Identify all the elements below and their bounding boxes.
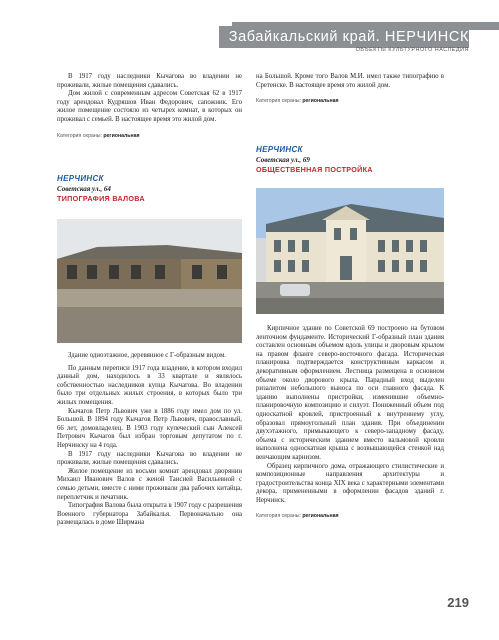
category-label: Категория охраны: <box>256 98 301 105</box>
page-header-subtitle: ОБЪЕКТЫ КУЛЬТУРНОГО НАСЛЕДИЯ <box>355 47 469 53</box>
paragraph: Жилое помещение из восьми комнат арендовал дворянин Михаил Иванович Валов с женой Таисией Васильевной с семью детьми, вместе с ними проживали два рабочих китайца, переплетчик и печатник. <box>57 467 242 501</box>
wooden-house-photo <box>57 219 242 343</box>
paragraph: Кычагов Петр Львович уже в 1886 году имел дом по ул. Большой. В 1894 году Кычагов Петр Львович, православный, 66 лет, домовладелец. В 1903 году купеческий сын Алексей Петрович Кычагов был избран торговым депутатом по г. Нерчинску на 4 года. <box>57 407 242 449</box>
category-label: Категория охраны: <box>256 513 301 520</box>
object-title: ТИПОГРАФИЯ ВАЛОВА <box>57 194 145 204</box>
paragraph: В 1917 году наследники Кычагова во владении не проживали, жилые помещения сдавались. <box>57 450 242 467</box>
object-69-heading <box>256 146 444 175</box>
protection-category <box>256 97 444 106</box>
brick-building-photo <box>256 188 444 314</box>
paragraph: Типография Валова была открыта в 1907 году с разрешения Военного губернатора Забайкалья. Первоначально она размещалась в доме Ширмана <box>57 502 242 527</box>
paragraph: Здание одноэтажное, деревянное с Г-образным видом. <box>68 352 226 359</box>
category-value: региональная <box>302 98 339 105</box>
paragraph: Кирпичное здание по Советской 69 построено на бутовом ленточном фундаменте. Исторический Г-образный план здания составлен основным объемом вдоль улицы и дворовым крылом на правом фланге северо-восточного фасада. Историческая планировка подтверждается конструктивным каркасом и декоративным оформлением. Лестница размещена в основном объеме около дворового крыла. Парадный вход выделен ризалитом небольшого выноса по оси главного фасада. К зданию выполнены пристройки, изменившие объемно-планировочную композицию и силуэт. Пониженный объем под односкатной кровлей, пристроенный к внутреннему углу, образовал прямоугольный план здания. При объединении двухэтажного, примыкающего к северо-западному фасаду, объема с историческим зданием вместо вальмовой кровли выполнена односкатная крыша с возвышающейся стенкой над венчающим карнизом. <box>256 325 444 461</box>
paragraph: Дом жилой с современным адресом Советская 62 в 1917 году арендовал Кудряшов Иван Федорович, сапожник. Его жилое помещение состояло из четырех комнат, в которых он проживал с семьей. В настоящее время это жилой дом. <box>57 90 242 123</box>
object-city: НЕРЧИНСК <box>57 174 104 183</box>
right-top-text <box>256 73 444 106</box>
left-bottom-text <box>57 352 242 528</box>
paragraph: Образец кирпичного дома, отражающего стилистические и композиционные направления архитектуры и градостроительства конца XIX века с характерными элементами декора, примененными в оформлении фасадов зданий г. Нерчинск. <box>256 462 444 504</box>
left-top-text <box>57 73 242 140</box>
category-label: Категория охраны: <box>57 132 102 139</box>
object-city: НЕРЧИНСК <box>256 145 303 154</box>
protection-category <box>256 512 444 521</box>
object-title: ОБЩЕСТВЕННАЯ ПОСТРОЙКА <box>256 165 373 175</box>
object-64-heading <box>57 175 242 204</box>
paragraph: По данным переписи 1917 года владение, в котором входил данный дом, находилось в 33 квартале и являлось собственностью наследников купца Кычагова. Во владении было три отдельных жилых строения, в которых было три жилых помещения. <box>57 364 242 406</box>
category-value: региональная <box>302 513 339 520</box>
category-value: региональная <box>103 132 140 139</box>
object-address: Советская ул., 69 <box>256 155 310 164</box>
object-address: Советская ул., 64 <box>57 184 111 193</box>
page-header-title: Забайкальский край. НЕРЧИНСК <box>219 26 469 48</box>
paragraph: на Большой. Кроме того Валов М.И. имел также типографию в Сретенске. В настоящее время это жилой дом. <box>256 73 444 89</box>
paragraph: В 1917 году наследники Кычагова во владении не проживали, жилые помещения сдавались. <box>57 73 242 89</box>
page-number: 219 <box>447 595 469 610</box>
protection-category <box>57 132 242 141</box>
right-bottom-text <box>256 325 444 521</box>
